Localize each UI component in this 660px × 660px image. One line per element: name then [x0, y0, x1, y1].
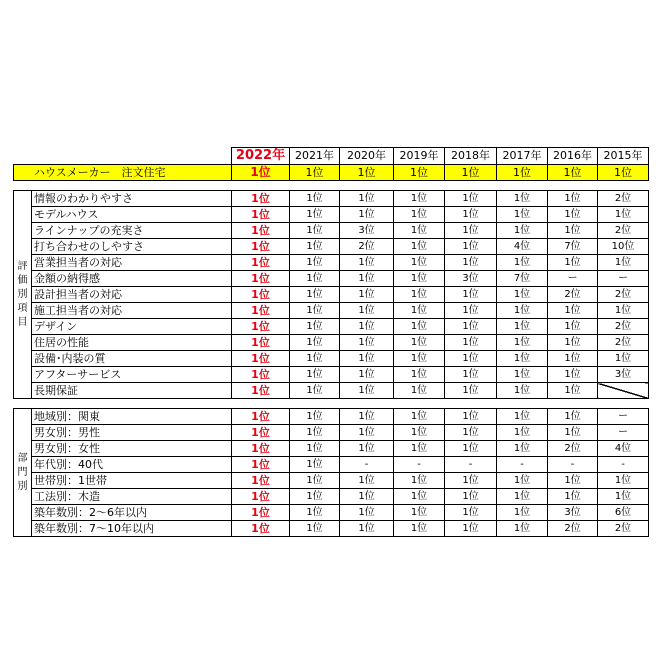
- rank-cell: 1位: [548, 319, 598, 335]
- rank-cell: 1位: [290, 473, 340, 489]
- rank-cell: 1位: [497, 505, 548, 521]
- rank-cell: 1位: [394, 319, 445, 335]
- rank-cell: 1位: [394, 303, 445, 319]
- row-label: 年代別：40代: [32, 457, 232, 473]
- rank-cell: 1位: [290, 207, 340, 223]
- table-row: [14, 473, 649, 489]
- summary-value: 1位: [548, 165, 598, 181]
- table-row: [14, 505, 649, 521]
- rank-cell: 1位: [445, 255, 497, 271]
- rank-cell: 1位: [232, 489, 290, 505]
- table-row: [14, 239, 649, 255]
- rank-cell: 1位: [445, 351, 497, 367]
- row-label: 築年数別：7～10年以内: [32, 521, 232, 537]
- rank-cell: 3位: [340, 223, 394, 239]
- rank-cell: 1位: [394, 367, 445, 383]
- rank-cell: 1位: [290, 255, 340, 271]
- rank-cell: 1位: [290, 489, 340, 505]
- row-label: 長期保証: [32, 383, 232, 399]
- rank-cell: 1位: [340, 335, 394, 351]
- rank-cell: 1位: [232, 207, 290, 223]
- row-label: デザイン: [32, 319, 232, 335]
- row-label: 設備･内装の質: [32, 351, 232, 367]
- year-header-2022: 2022年: [232, 148, 290, 165]
- summary-label: ハウスメーカー 注文住宅: [14, 165, 232, 181]
- rank-cell: 1位: [340, 383, 394, 399]
- row-label: ラインナップの充実さ: [32, 223, 232, 239]
- rank-cell: 2位: [598, 287, 649, 303]
- department-ranking-table: [13, 408, 649, 537]
- rank-cell: 1位: [340, 505, 394, 521]
- rank-cell: 1位: [548, 207, 598, 223]
- row-label: 施工担当者の対応: [32, 303, 232, 319]
- rank-cell: 1位: [340, 303, 394, 319]
- rank-cell: 1位: [598, 489, 649, 505]
- rank-cell: 1位: [290, 191, 340, 207]
- rank-cell: 2位: [548, 521, 598, 537]
- rank-cell: 1位: [232, 223, 290, 239]
- rank-cell: 1位: [548, 489, 598, 505]
- rank-cell: 3位: [445, 271, 497, 287]
- rank-cell: 1位: [232, 287, 290, 303]
- evaluation-ranking-table: [13, 190, 649, 399]
- rank-cell: 1位: [445, 191, 497, 207]
- table-row: [14, 303, 649, 319]
- rank-cell: 2位: [598, 223, 649, 239]
- rank-cell: 1位: [598, 473, 649, 489]
- rank-cell: 1位: [548, 383, 598, 399]
- row-label: 築年数別：2～6年以内: [32, 505, 232, 521]
- table-row: [14, 489, 649, 505]
- row-label: 打ち合わせのしやすさ: [32, 239, 232, 255]
- rank-cell: 4位: [598, 441, 649, 457]
- rank-cell: 1位: [290, 271, 340, 287]
- rank-cell: 1位: [394, 409, 445, 425]
- ranking-header-table: [13, 147, 649, 181]
- rank-cell: ー: [598, 271, 649, 287]
- rank-cell: ー: [548, 271, 598, 287]
- rank-cell: 1位: [497, 207, 548, 223]
- rank-cell: 1位: [497, 383, 548, 399]
- row-label: アフターサービス: [32, 367, 232, 383]
- rank-cell: 1位: [232, 319, 290, 335]
- rank-cell: 1位: [445, 335, 497, 351]
- rank-cell: -: [497, 457, 548, 473]
- rank-cell: 1位: [394, 441, 445, 457]
- rank-cell: 1位: [497, 425, 548, 441]
- rank-cell: 1位: [548, 335, 598, 351]
- rank-cell: 1位: [445, 473, 497, 489]
- rank-cell: 1位: [232, 441, 290, 457]
- rank-cell: 1位: [445, 319, 497, 335]
- summary-row: [14, 165, 649, 181]
- rank-cell: 1位: [394, 489, 445, 505]
- summary-value: 1位: [340, 165, 394, 181]
- row-label: 住居の性能: [32, 335, 232, 351]
- evaluation-category: [14, 191, 32, 399]
- row-label: 情報のわかりやすさ: [32, 191, 232, 207]
- table-row: [14, 223, 649, 239]
- rank-cell: 1位: [290, 409, 340, 425]
- table-row: [14, 441, 649, 457]
- row-label: 男女別：女性: [32, 441, 232, 457]
- rank-cell: 1位: [232, 367, 290, 383]
- rank-cell: 1位: [497, 335, 548, 351]
- rank-cell: 1位: [232, 351, 290, 367]
- rank-cell: 1位: [548, 425, 598, 441]
- row-label: 地域別：関東: [32, 409, 232, 425]
- summary-value: 1位: [497, 165, 548, 181]
- rank-cell: 1位: [497, 319, 548, 335]
- summary-value: 1位: [445, 165, 497, 181]
- rank-cell: 1位: [232, 239, 290, 255]
- rank-cell: 2位: [598, 335, 649, 351]
- row-label: 男女別：男性: [32, 425, 232, 441]
- rank-cell: 1位: [290, 521, 340, 537]
- rank-cell: 1位: [232, 409, 290, 425]
- rank-cell: 4位: [497, 239, 548, 255]
- rank-cell: 10位: [598, 239, 649, 255]
- rank-cell: 1位: [445, 489, 497, 505]
- rank-cell: 2位: [598, 319, 649, 335]
- table-row: [14, 457, 649, 473]
- summary-value: 1位: [232, 165, 290, 181]
- table-row: [14, 383, 649, 399]
- rank-cell: 1位: [497, 489, 548, 505]
- row-label: 工法別：木造: [32, 489, 232, 505]
- rank-cell: 7位: [548, 239, 598, 255]
- rank-cell: 1位: [232, 383, 290, 399]
- rank-cell: 1位: [497, 441, 548, 457]
- rank-cell: 1位: [445, 367, 497, 383]
- rank-cell: 1位: [548, 223, 598, 239]
- row-label: 営業担当者の対応: [32, 255, 232, 271]
- rank-cell: 1位: [340, 207, 394, 223]
- department-category: [14, 409, 32, 537]
- rank-cell: 1位: [340, 489, 394, 505]
- rank-cell: 1位: [497, 303, 548, 319]
- rank-cell: 1位: [394, 287, 445, 303]
- rank-cell: -: [548, 457, 598, 473]
- rank-cell: 1位: [445, 505, 497, 521]
- rank-cell: 1位: [340, 441, 394, 457]
- row-label: 金額の納得感: [32, 271, 232, 287]
- rank-cell: 1位: [290, 457, 340, 473]
- rank-cell: 1位: [497, 521, 548, 537]
- rank-cell: 1位: [290, 239, 340, 255]
- rank-cell: 1位: [340, 319, 394, 335]
- rank-cell: 1位: [394, 191, 445, 207]
- year-header-2017: 2017年: [497, 148, 548, 165]
- rank-cell: -: [445, 457, 497, 473]
- rank-cell: 1位: [394, 239, 445, 255]
- rank-cell: 1位: [497, 473, 548, 489]
- rank-cell: ー: [598, 425, 649, 441]
- rank-cell: 2位: [340, 239, 394, 255]
- summary-value: 1位: [598, 165, 649, 181]
- table-row: [14, 319, 649, 335]
- rank-cell: 1位: [394, 505, 445, 521]
- rank-cell: 3位: [548, 505, 598, 521]
- rank-cell: -: [394, 457, 445, 473]
- rank-cell: 1位: [232, 191, 290, 207]
- rank-cell: 1位: [394, 351, 445, 367]
- rank-cell: 1位: [394, 271, 445, 287]
- rank-cell: 1位: [290, 335, 340, 351]
- rank-cell: 1位: [340, 367, 394, 383]
- table-row: [14, 191, 649, 207]
- rank-cell: 1位: [232, 473, 290, 489]
- year-header-2018: 2018年: [445, 148, 497, 165]
- rank-cell: 1位: [394, 255, 445, 271]
- rank-cell: 1位: [497, 351, 548, 367]
- rank-cell: 1位: [340, 255, 394, 271]
- rank-cell: 1位: [598, 207, 649, 223]
- table-row: [14, 425, 649, 441]
- table-row: [14, 255, 649, 271]
- rank-cell: 1位: [232, 505, 290, 521]
- rank-cell: 1位: [394, 223, 445, 239]
- row-label: 設計担当者の対応: [32, 287, 232, 303]
- rank-cell: 1位: [445, 441, 497, 457]
- rank-cell: 1位: [548, 351, 598, 367]
- rank-cell: 1位: [598, 303, 649, 319]
- rank-cell: 2位: [548, 287, 598, 303]
- rank-cell: 1位: [445, 425, 497, 441]
- rank-cell: 1位: [232, 255, 290, 271]
- summary-value: 1位: [290, 165, 340, 181]
- table-row: [14, 207, 649, 223]
- rank-cell: 1位: [340, 191, 394, 207]
- table-row: [14, 521, 649, 537]
- rank-cell: 1位: [445, 223, 497, 239]
- year-header-2021: 2021年: [290, 148, 340, 165]
- rank-cell: ー: [598, 409, 649, 425]
- header-corner: [14, 148, 232, 165]
- rank-cell: 1位: [445, 287, 497, 303]
- rank-cell: 1位: [394, 473, 445, 489]
- rank-cell: 1位: [340, 521, 394, 537]
- table-row: [14, 335, 649, 351]
- rank-cell: [598, 383, 649, 399]
- rank-cell: 2位: [548, 441, 598, 457]
- rank-cell: 1位: [232, 335, 290, 351]
- rank-cell: 3位: [598, 367, 649, 383]
- rank-cell: 1位: [232, 303, 290, 319]
- rank-cell: 1位: [445, 303, 497, 319]
- rank-cell: 2位: [598, 521, 649, 537]
- rank-cell: 1位: [548, 303, 598, 319]
- table-row: [14, 367, 649, 383]
- rank-cell: 1位: [290, 425, 340, 441]
- evaluation-category-label: 評価別項目: [17, 260, 28, 328]
- rank-cell: 1位: [445, 207, 497, 223]
- rank-cell: 1位: [394, 383, 445, 399]
- rank-cell: -: [340, 457, 394, 473]
- table-row: [14, 351, 649, 367]
- rank-cell: 1位: [548, 191, 598, 207]
- row-label: モデルハウス: [32, 207, 232, 223]
- rank-cell: 1位: [290, 223, 340, 239]
- rank-cell: 1位: [497, 255, 548, 271]
- rank-cell: 1位: [232, 521, 290, 537]
- rank-cell: 1位: [290, 505, 340, 521]
- table-row: [14, 271, 649, 287]
- rank-cell: 1位: [340, 287, 394, 303]
- rank-cell: 1位: [232, 271, 290, 287]
- rank-cell: 1位: [290, 319, 340, 335]
- year-header-2015: 2015年: [598, 148, 649, 165]
- rank-cell: 1位: [598, 255, 649, 271]
- rank-cell: 1位: [497, 191, 548, 207]
- rank-cell: 1位: [232, 425, 290, 441]
- rank-cell: 1位: [340, 425, 394, 441]
- rank-cell: 1位: [598, 351, 649, 367]
- rank-cell: 1位: [445, 521, 497, 537]
- summary-value: 1位: [394, 165, 445, 181]
- rank-cell: 1位: [548, 473, 598, 489]
- rank-cell: 1位: [340, 271, 394, 287]
- rank-cell: 1位: [232, 457, 290, 473]
- rank-cell: 6位: [598, 505, 649, 521]
- table-row: [14, 287, 649, 303]
- rank-cell: 1位: [548, 367, 598, 383]
- rank-cell: 1位: [290, 367, 340, 383]
- row-label: 世帯別：1世帯: [32, 473, 232, 489]
- rank-cell: 1位: [445, 409, 497, 425]
- rank-cell: 1位: [340, 409, 394, 425]
- rank-cell: 1位: [497, 367, 548, 383]
- table-row: [14, 409, 649, 425]
- rank-cell: 1位: [394, 207, 445, 223]
- rank-cell: 1位: [394, 425, 445, 441]
- year-header-2016: 2016年: [548, 148, 598, 165]
- rank-cell: 1位: [394, 521, 445, 537]
- rank-cell: 2位: [598, 191, 649, 207]
- rank-cell: 1位: [497, 223, 548, 239]
- rank-cell: 1位: [497, 409, 548, 425]
- year-header-2019: 2019年: [394, 148, 445, 165]
- year-header-2020: 2020年: [340, 148, 394, 165]
- rank-cell: 1位: [340, 351, 394, 367]
- rank-cell: 1位: [548, 409, 598, 425]
- rank-cell: 1位: [290, 351, 340, 367]
- rank-cell: 1位: [340, 473, 394, 489]
- department-category-label: 部門別: [17, 452, 28, 492]
- rank-cell: 1位: [394, 335, 445, 351]
- rank-cell: 1位: [445, 239, 497, 255]
- rank-cell: 1位: [290, 441, 340, 457]
- rank-cell: 7位: [497, 271, 548, 287]
- rank-cell: 1位: [290, 303, 340, 319]
- rank-cell: 1位: [445, 383, 497, 399]
- rank-cell: 1位: [497, 287, 548, 303]
- rank-cell: 1位: [290, 383, 340, 399]
- rank-cell: 1位: [548, 255, 598, 271]
- year-header-row: [14, 148, 649, 165]
- rank-cell: -: [598, 457, 649, 473]
- rank-cell: 1位: [290, 287, 340, 303]
